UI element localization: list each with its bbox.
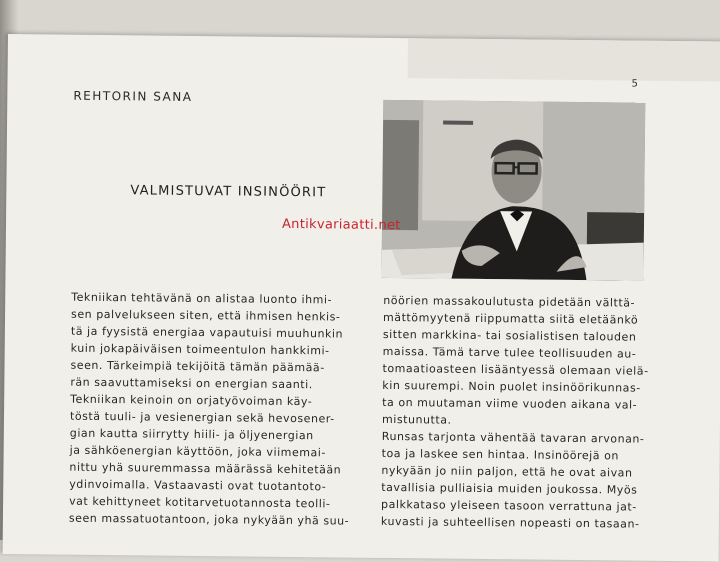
- text-line: gian kautta siirrytty hiili- ja öljyenergian: [69, 426, 314, 443]
- text-line: Runsas tarjonta vähentää tavaran arvonan-: [381, 429, 645, 446]
- text-line: sitten markkina- tai sosialistisen talouden: [382, 327, 637, 344]
- next-page-edge: [408, 38, 720, 81]
- text-line: nykyään jo niin paljon, että he ovat aivan: [381, 463, 633, 480]
- text-line: seen. Tärkeimpiä tekijöitä tämän päämää-: [70, 358, 325, 375]
- text-line: kin suurempi. Noin puolet insinöörikunnas-: [382, 378, 641, 395]
- book-page: [3, 34, 720, 561]
- text-line: Tekniikan tehtävänä on alistaa luonto ihmi-: [71, 290, 333, 307]
- text-line: tomaatioasteen lisääntyessä olemaan vielä-: [382, 361, 649, 378]
- text-line: mättömyytenä riippumatta siitä eletäänkö: [382, 310, 639, 327]
- text-line: toa ja laskee sen hintaa. Insinöörejä on: [381, 446, 620, 463]
- portrait-photo: [381, 100, 645, 281]
- text-line: seen massatuotantoon, joka nykyään yhä suu-: [68, 511, 350, 528]
- text-column-left: [69, 289, 361, 530]
- text-line: tavallisia pulliaisia muiden joukossa. Myös: [381, 480, 638, 497]
- text-line: mistunutta.: [381, 412, 452, 427]
- text-line: Tekniikan keinoin on orjatyövoiman käy-: [70, 392, 313, 409]
- portrait-illustration: [381, 100, 645, 281]
- text-line: nittu yhä suuremmassa määrässä kehitetään: [69, 460, 342, 477]
- text-line: ta on muutaman viime vuoden aikana val-: [382, 395, 638, 412]
- watermark: Antikvariaatti.net: [281, 216, 401, 234]
- page-number: 5: [631, 78, 638, 90]
- text-line: kuin jokapäiväisen toimeentulon hankkimi-: [70, 341, 330, 358]
- text-line: sen palvelukseen siten, että ihmisen henkis-: [71, 307, 341, 324]
- text-line: tä ja fyysistä energiaa vapautuisi muuhunkin: [70, 324, 344, 341]
- text-line: nöörien massakoulutusta pidetään välttä-: [383, 293, 636, 310]
- text-line: palkkataso yleiseen tasoon verrattuna jat-: [381, 497, 637, 514]
- section-heading: REHTORIN SANA: [73, 88, 193, 104]
- text-line: töstä tuuli- ja vesienergian sekä hevosener-: [69, 409, 335, 426]
- article-title: VALMISTUVAT INSINÖÖRIT: [130, 183, 327, 201]
- text-column-right: [381, 292, 683, 533]
- text-line: maissa. Tämä tarve tulee teollisuuden au-: [382, 344, 637, 361]
- text-line: ja sähköenergian käyttöön, joka viimemai-: [69, 443, 327, 460]
- text-line: vat kehittyneet kotitarvetuotannosta teolli-: [69, 494, 331, 511]
- text-line: ydinvoimalla. Vastaavasti ovat tuotantoto-: [69, 477, 327, 494]
- text-line: rän saavuttamiseksi on energian saanti.: [70, 375, 313, 392]
- text-line: kuvasti ja suhteellisen nopeasti on tasaan-: [380, 514, 640, 531]
